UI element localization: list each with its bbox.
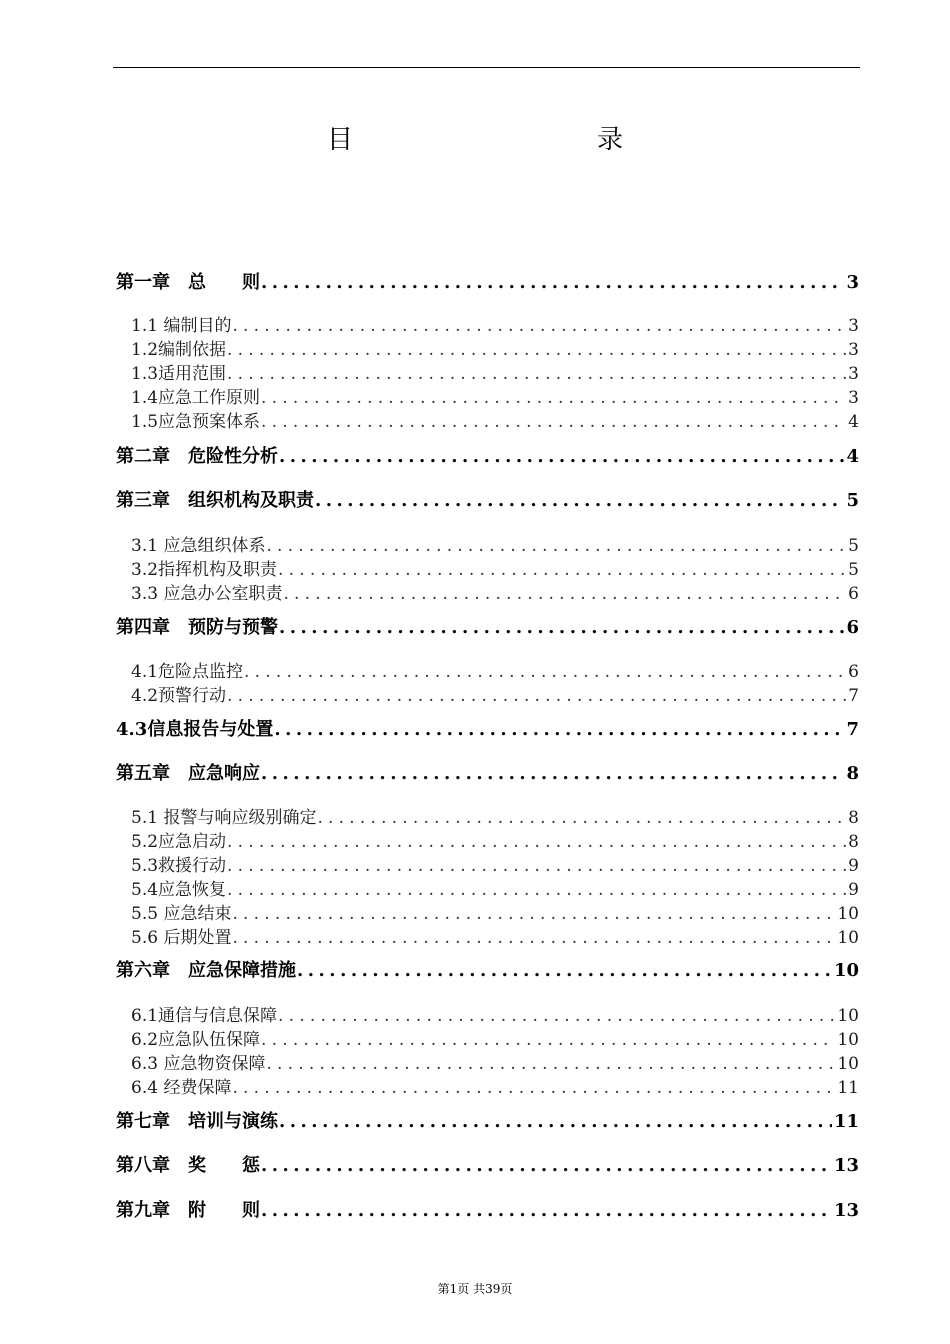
toc-entry-label: 5.1 报警与响应级别确定 (131, 808, 317, 828)
toc-dot-leader (296, 958, 832, 984)
toc-section-entry (131, 1075, 859, 1101)
toc-page-number: 10 (837, 1030, 859, 1050)
toc-entry-label: 第七章 培训与演练 (116, 1111, 278, 1132)
toc-dot-leader (231, 313, 846, 339)
toc-dot-leader (226, 853, 846, 879)
toc-dot-leader (226, 877, 846, 903)
toc-page-number: 6 (848, 662, 859, 682)
toc-page-number: 10 (833, 960, 859, 981)
toc-entry-label: 6.1通信与信息保障 (131, 1006, 278, 1026)
toc-dot-leader (260, 385, 846, 411)
toc-dot-leader (226, 829, 846, 855)
toc-entry-label: 1.4应急工作原则 (131, 388, 261, 408)
toc-entry-label: 4.2预警行动 (131, 686, 227, 706)
toc-entry-label: 1.2编制依据 (131, 340, 227, 360)
toc-page-number: 3 (848, 364, 859, 384)
toc-page-number: 6 (846, 617, 859, 638)
toc-chapter-entry (116, 717, 859, 743)
toc-entry-label: 6.4 经费保障 (131, 1078, 232, 1098)
toc-entry-label: 第一章 总 则 (116, 272, 260, 293)
toc-chapter-entry (116, 615, 859, 641)
toc-page-number: 11 (837, 1078, 859, 1098)
toc-chapter-entry (116, 270, 859, 296)
toc-entry-label: 1.1 编制目的 (131, 316, 232, 336)
toc-page-number: 3 (848, 316, 859, 336)
toc-section-entry (131, 877, 859, 903)
page-footer: 第1页 共39页 (437, 1282, 513, 1296)
toc-page-number: 3 (846, 272, 859, 293)
toc-page-number: 13 (833, 1200, 859, 1221)
toc-dot-leader (277, 557, 846, 583)
toc-section-entry (131, 337, 859, 363)
toc-entry-label: 第八章 奖 惩 (116, 1155, 260, 1176)
toc-page-number: 13 (833, 1155, 859, 1176)
toc-dot-leader (278, 444, 844, 470)
toc-entry-label: 第五章 应急响应 (116, 763, 260, 784)
toc-section-entry (131, 901, 859, 927)
toc-section-entry (131, 659, 859, 685)
toc-chapter-entry (116, 1153, 859, 1179)
toc-page-number: 3 (848, 388, 859, 408)
toc-dot-leader (260, 761, 844, 787)
toc-dot-leader (282, 581, 846, 607)
toc-page-number: 5 (848, 536, 859, 556)
toc-page-number: 5 (848, 560, 859, 580)
toc-page-number: 6 (848, 584, 859, 604)
toc-dot-leader (260, 1027, 835, 1053)
toc-dot-leader (226, 337, 846, 363)
toc-section-entry (131, 853, 859, 879)
page-title: 目 录 (326, 125, 687, 155)
toc-dot-leader (260, 270, 844, 296)
toc-entry-label: 1.3适用范围 (131, 364, 227, 384)
toc-dot-leader (243, 659, 846, 685)
toc-page-number: 3 (848, 340, 859, 360)
toc-dot-leader (314, 488, 844, 514)
toc-dot-leader (265, 533, 846, 559)
toc-page-number: 9 (848, 856, 859, 876)
toc-section-entry (131, 683, 859, 709)
toc-page-number: 8 (848, 808, 859, 828)
toc-entry-label: 第三章 组织机构及职责 (116, 490, 314, 511)
toc-entry-label: 6.2应急队伍保障 (131, 1030, 261, 1050)
toc-dot-leader (260, 409, 846, 435)
toc-section-entry (131, 1027, 859, 1053)
toc-section-entry (131, 581, 859, 607)
toc-section-entry (131, 385, 859, 411)
toc-entry-label: 5.5 应急结束 (131, 904, 232, 924)
toc-dot-leader (260, 1198, 832, 1224)
toc-dot-leader (265, 1051, 835, 1077)
toc-chapter-entry (116, 444, 859, 470)
toc-entry-label: 5.4应急恢复 (131, 880, 227, 900)
toc-page-number: 10 (837, 904, 859, 924)
toc-section-entry (131, 313, 859, 339)
toc-entry-label: 第二章 危险性分析 (116, 446, 278, 467)
toc-entry-label: 6.3 应急物资保障 (131, 1054, 266, 1074)
toc-section-entry (131, 533, 859, 559)
toc-entry-label: 1.5应急预案体系 (131, 412, 261, 432)
toc-dot-leader (260, 1153, 832, 1179)
toc-section-entry (131, 805, 859, 831)
toc-entry-label: 3.2指挥机构及职责 (131, 560, 278, 580)
toc-entry-label: 3.1 应急组织体系 (131, 536, 266, 556)
toc-section-entry (131, 557, 859, 583)
toc-dot-leader (226, 361, 846, 387)
toc-chapter-entry (116, 1109, 859, 1135)
toc-entry-label: 5.3救援行动 (131, 856, 227, 876)
toc-page-number: 7 (846, 719, 859, 740)
toc-page-number: 10 (837, 1054, 859, 1074)
toc-page-number: 9 (848, 880, 859, 900)
toc-entry-label: 第四章 预防与预警 (116, 617, 278, 638)
toc-page-number: 4 (848, 412, 859, 432)
toc-entry-label: 第九章 附 则 (116, 1200, 260, 1221)
toc-entry-label: 5.2应急启动 (131, 832, 227, 852)
toc-dot-leader (316, 805, 846, 831)
toc-chapter-entry (116, 488, 859, 514)
toc-entry-label: 3.3 应急办公室职责 (131, 584, 283, 604)
toc-page-number: 8 (846, 763, 859, 784)
toc-dot-leader (226, 683, 846, 709)
toc-dot-leader (278, 615, 844, 641)
toc-page-number: 7 (848, 686, 859, 706)
toc-dot-leader (231, 901, 835, 927)
toc-entry-label: 4.3信息报告与处置 (116, 719, 274, 740)
toc-page-number: 8 (848, 832, 859, 852)
toc-section-entry (131, 1003, 859, 1029)
toc-chapter-entry (116, 761, 859, 787)
toc-page-number: 10 (837, 1006, 859, 1026)
toc-entry-label: 5.6 后期处置 (131, 928, 232, 948)
toc-chapter-entry (116, 1198, 859, 1224)
toc-dot-leader (278, 1109, 832, 1135)
toc-page-number: 11 (833, 1111, 859, 1132)
toc-dot-leader (231, 925, 835, 951)
toc-section-entry (131, 361, 859, 387)
toc-page-number: 10 (837, 928, 859, 948)
toc-page-number: 5 (846, 490, 859, 511)
toc-entry-label: 第六章 应急保障措施 (116, 960, 296, 981)
toc-section-entry (131, 925, 859, 951)
toc-chapter-entry (116, 958, 859, 984)
toc-section-entry (131, 829, 859, 855)
toc-entry-label: 4.1危险点监控 (131, 662, 244, 682)
toc-dot-leader (231, 1075, 835, 1101)
toc-dot-leader (273, 717, 844, 743)
toc-page-number: 4 (846, 446, 859, 467)
toc-section-entry (131, 1051, 859, 1077)
toc-dot-leader (277, 1003, 835, 1029)
toc-section-entry (131, 409, 859, 435)
